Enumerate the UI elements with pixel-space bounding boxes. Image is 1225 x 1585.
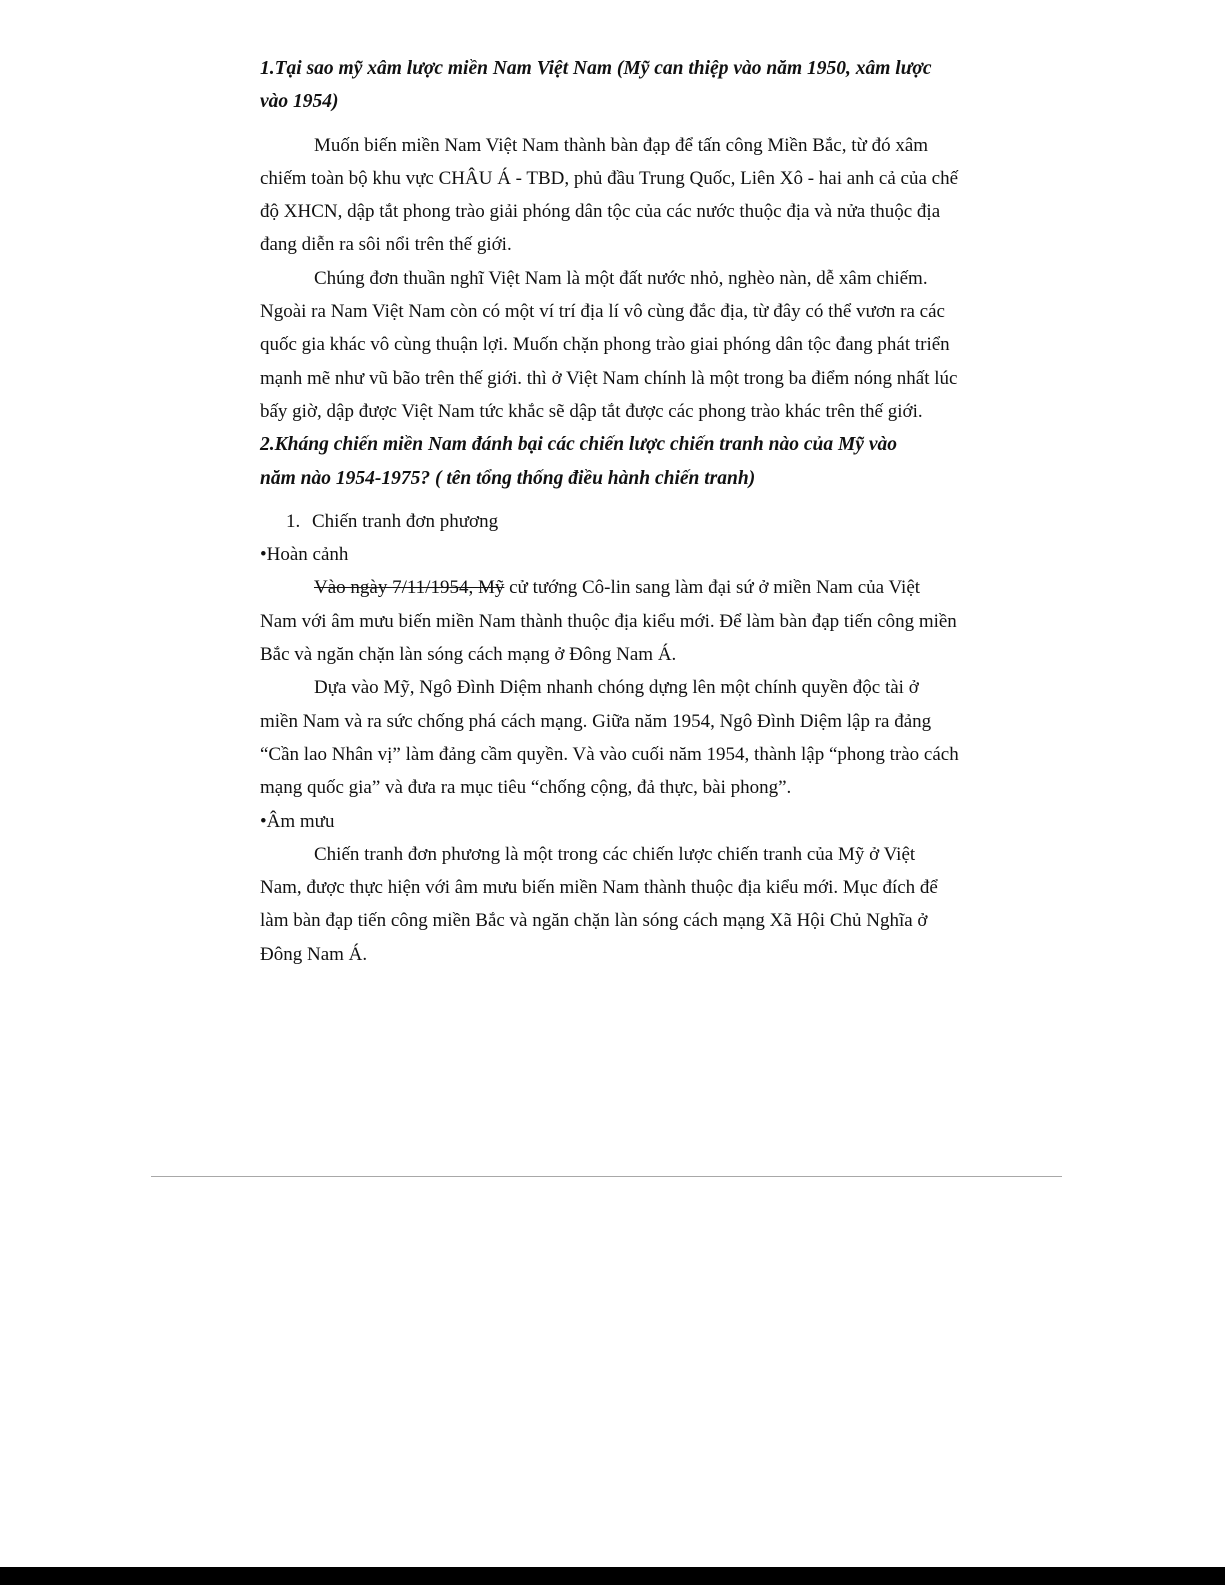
page-divider <box>151 1176 1062 1177</box>
struck-text: Vào ngày 7/11/1954, Mỹ <box>314 577 505 599</box>
document-body <box>260 52 960 971</box>
bullet-scheme: •Âm mưu <box>260 810 335 832</box>
paragraph-context-text: cử tướng Cô-lin sang làm đại sứ ở miền Nam của Việt Nam với âm mưu biến miền Nam thành thuộc địa kiểu mới. Để làm bàn đạp tiến công miền Bắc và ngăn chặn làn sóng cách mạng ở Đông Nam Á. <box>260 577 957 666</box>
bottom-bar <box>0 1567 1225 1585</box>
paragraph-reason: Muốn biến miền Nam Việt Nam thành bàn đạp để tấn công Miền Bắc, từ đó xâm chiếm toàn bộ khu vực CHÂU Á - TBD, phủ đầu Trung Quốc, Liên Xô - hai anh cả của chế độ XHCN, dập tắt phong trào giải phóng dân tộc của các nước thuộc địa và nửa thuộc địa đang diễn ra sôi nổi trên thế giới. <box>260 134 959 256</box>
heading-question-2 <box>260 428 960 495</box>
heading-question-2-line-2: năm nào 1954-1975? ( tên tổng thống điều hành chiến tranh) <box>260 467 756 489</box>
heading-question-2-line-1: 2.Kháng chiến miền Nam đánh bại các chiến lược chiến tranh nào của Mỹ vào <box>260 434 897 456</box>
paragraph-diem-regime: Dựa vào Mỹ, Ngô Đình Diệm nhanh chóng dựng lên một chính quyền độc tài ở miền Nam và ra sức chống phá cách mạng. Giữa năm 1954, Ngô Đình Diệm lập ra đảng “Cần lao Nhân vị” làm đảng cầm quyền. Và vào cuối năm 1954, thành lập “phong trào cách mạng quốc gia” và đưa ra mục tiêu “chống cộng, đả thực, bài phong”. <box>260 677 959 799</box>
heading-question-1: 1.Tại sao mỹ xâm lược miền Nam Việt Nam (Mỹ can thiệp vào năm 1950, xâm lược vào 1954) <box>260 58 932 113</box>
list-item-unilateral-war <box>260 505 960 538</box>
list-item-number: 1. <box>286 510 301 532</box>
paragraph-context <box>260 571 960 671</box>
paragraph-thinking: Chúng đơn thuần nghĩ Việt Nam là một đất nước nhỏ, nghèo nàn, dễ xâm chiếm. Ngoài ra Nam Việt Nam còn có một ví trí địa lí vô cùng đắc địa, từ đây có thể vươn ra các quốc gia khác vô cùng thuận lợi. Muốn chặn phong trào giai phóng dân tộc đang phát triển mạnh mẽ như vũ bão trên thế giới. thì ở Việt Nam chính là một trong ba điểm nóng nhất lúc bấy giờ, dập được Việt Nam tức khắc sẽ dập tắt được các phong trào khác trên thế giới. <box>260 267 958 422</box>
bullet-context: •Hoàn cảnh <box>260 544 349 566</box>
paragraph-scheme: Chiến tranh đơn phương là một trong các chiến lược chiến tranh của Mỹ ở Việt Nam, được thực hiện với âm mưu biến miền Nam thành thuộc địa kiểu mới. Mục đích để làm bàn đạp tiến công miền Bắc và ngăn chặn làn sóng cách mạng Xã Hội Chủ Nghĩa ở Đông Nam Á. <box>260 843 938 965</box>
list-item-text: Chiến tranh đơn phương <box>312 510 499 532</box>
